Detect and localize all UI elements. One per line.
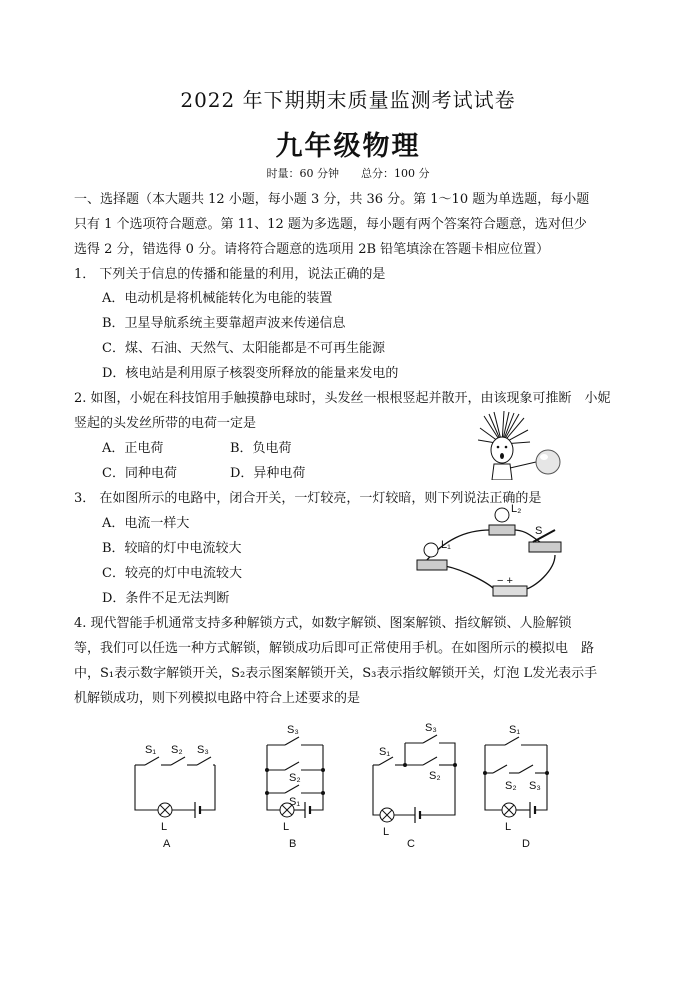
question-4-stem: 等，我们可以任选一种方式解锁，解锁成功后即可正常使用手机。在如图所示的模拟电 路 <box>74 641 595 656</box>
switch-s-label: S <box>535 525 543 537</box>
switch-label: S₂ <box>289 772 301 784</box>
q2-option-b: B．负电荷 <box>230 441 292 456</box>
circuit-d <box>485 737 547 810</box>
switch-label: S₁ <box>145 744 157 756</box>
question-4-stem: 中，S₁表示数字解锁开关，S₂表示图案解锁开关，S₃表示指纹解锁开关，灯泡 L发光表示手 <box>74 666 598 681</box>
q3-circuit-illustration <box>405 500 565 610</box>
question-3-stem: 3． 在如图所示的电路中，闭合开关，一灯较亮，一灯较暗，则下列说法正确的是 <box>74 491 542 506</box>
q3-option-d: D．条件不足无法判断 <box>102 591 230 606</box>
switch-label: S₂ <box>429 770 441 782</box>
switch-label: S₁ <box>509 724 521 736</box>
q2-option-d: D．异种电荷 <box>230 466 306 481</box>
circuit-a <box>135 757 215 810</box>
switch-label: S₃ <box>529 780 541 792</box>
subject-title: 九年级物理 <box>275 131 421 162</box>
switch-label: S₂ <box>505 780 517 792</box>
q4-circuit-diagrams <box>125 715 565 855</box>
switch-label: S₁ <box>289 796 301 808</box>
q2-option-c: C．同种电荷 <box>102 466 177 481</box>
q1-option-a: A．电动机是将机械能转化为电能的装置 <box>102 291 333 306</box>
q1-option-d: D．核电站是利用原子核裂变所释放的能量来发电的 <box>102 366 399 381</box>
switch-label: S₃ <box>287 724 299 736</box>
exam-meta: 时量：60 分钟 总分：100 分 <box>266 167 430 180</box>
q3-option-a: A．电流一样大 <box>102 516 190 531</box>
circuit-label-b: B <box>289 838 297 850</box>
question-4-stem: 4. 现代智能手机通常支持多种解锁方式，如数字解锁、图案解锁、指纹解锁、人脸解锁 <box>74 616 572 631</box>
switch-label: S₃ <box>197 744 209 756</box>
question-4-stem: 机解锁成功，则下列模拟电路中符合上述要求的是 <box>74 691 361 706</box>
q3-option-b: B．较暗的灯中电流较大 <box>102 541 242 556</box>
q2-option-a: A．正电荷 <box>102 441 164 456</box>
question-2-stem: 2. 如图，小妮在科技馆用手触摸静电球时，头发丝一根根竖起并散开，由该现象可推断 小妮 <box>74 391 611 406</box>
lamp-label: L <box>383 826 390 838</box>
lamp-l2-label: L₂ <box>511 503 522 515</box>
lamp-label: L <box>161 821 168 833</box>
switch-label: S₂ <box>171 744 183 756</box>
circuit-label-a: A <box>163 838 171 850</box>
section-instruction-line: 只有 1 个选项符合题意。第 11、12 题为多选题，每小题有两个答案符合题意，选对但少 <box>74 217 587 232</box>
circuit-label-d: D <box>522 838 530 850</box>
section-instruction-line: 选得 2 分，错选得 0 分。请将符合题意的选项用 2B 铅笔填涂在答题卡相应位置） <box>74 242 550 257</box>
section-instruction-line: 一、选择题（本大题共 12 小题，每小题 3 分，共 36 分。第 1～10 题为单选题，每小题 <box>74 192 590 207</box>
exam-title: 2022 年下期期末质量监测考试试卷 <box>180 88 516 112</box>
question-2-stem: 竖起的头发丝所带的电荷一定是 <box>74 416 257 431</box>
switch-label: S₁ <box>379 746 391 758</box>
switch-label: S₃ <box>425 722 437 734</box>
lamp-label: L <box>283 821 290 833</box>
svg-text:− +: − + <box>497 575 513 587</box>
q1-option-b: B．卫星导航系统主要靠超声波来传递信息 <box>102 316 346 331</box>
static-ball-girl-illustration <box>478 410 566 480</box>
lamp-label: L <box>505 821 512 833</box>
q1-option-c: C．煤、石油、天然气、太阳能都是不可再生能源 <box>102 341 385 356</box>
q3-option-c: C．较亮的灯中电流较大 <box>102 566 242 581</box>
lamp-l1-label: L₁ <box>441 539 451 551</box>
circuit-label-c: C <box>407 838 415 850</box>
question-1-stem: 1． 下列关于信息的传播和能量的利用，说法正确的是 <box>74 267 386 282</box>
